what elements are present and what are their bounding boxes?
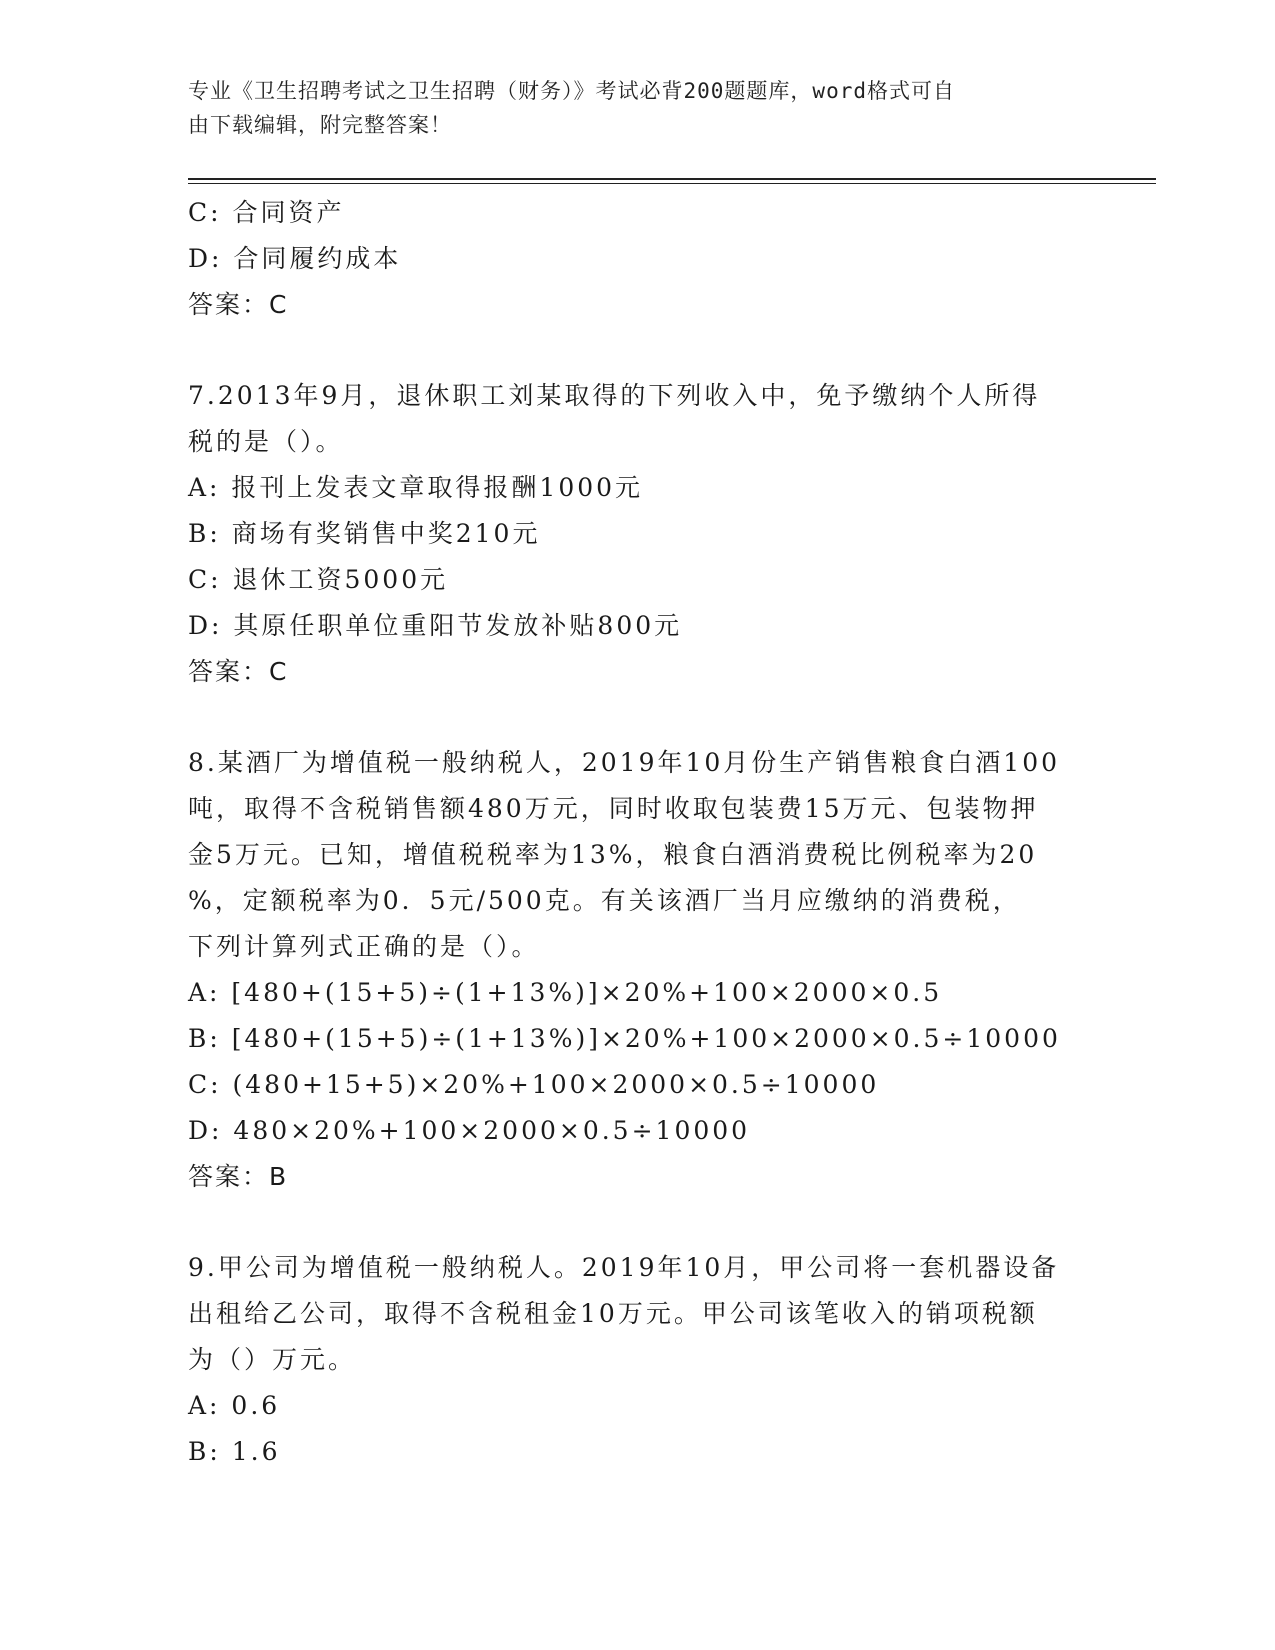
document-header xyxy=(188,74,1068,142)
question-stem-line: 为（）万元。 xyxy=(188,1345,357,1374)
option-a: A: 报刊上发表文章取得报酬1000元 xyxy=(188,473,644,502)
answer-line: 答案：B xyxy=(188,1162,289,1191)
header-line-2: 由下载编辑，附完整答案！ xyxy=(188,113,452,137)
option-c: C: 合同资产 xyxy=(188,198,345,227)
header-rule-thin xyxy=(188,183,1156,184)
option-c: C: (480+15+5)×20%+100×2000×0.5÷10000 xyxy=(188,1070,880,1099)
option-b: B: 商场有奖销售中奖210元 xyxy=(188,519,541,548)
question-stem-line: 金5万元。已知，增值税税率为13%，粮食白酒消费税比例税率为20 xyxy=(188,840,1038,869)
question-stem-line: 7.2013年9月，退休职工刘某取得的下列收入中，免予缴纳个人所得 xyxy=(188,381,1041,410)
answer-line: 答案：C xyxy=(188,290,289,319)
question-stem-line: 8.某酒厂为增值税一般纳税人，2019年10月份生产销售粮食白酒100 xyxy=(188,748,1061,777)
question-6-continued xyxy=(188,190,1088,328)
option-d: D: 合同履约成本 xyxy=(188,244,402,273)
question-stem-line: %，定额税率为0．5元/500克。有关该酒厂当月应缴纳的消费税， xyxy=(188,886,1021,915)
question-stem-line: 9.甲公司为增值税一般纳税人。2019年10月，甲公司将一套机器设备 xyxy=(188,1253,1060,1282)
question-8 xyxy=(188,740,1088,1200)
question-content xyxy=(188,190,1088,1475)
option-d: D: 其原任职单位重阳节发放补贴800元 xyxy=(188,611,683,640)
question-stem-line: 出租给乙公司，取得不含税租金10万元。甲公司该笔收入的销项税额 xyxy=(188,1299,1038,1328)
header-line-1: 专业《卫生招聘考试之卫生招聘（财务）》考试必背200题题库，word格式可自 xyxy=(188,79,955,103)
option-a: A: [480+(15+5)÷(1+13%)]×20%+100×2000×0.5 xyxy=(188,978,943,1007)
question-7 xyxy=(188,373,1088,695)
option-d: D: 480×20%+100×2000×0.5÷10000 xyxy=(188,1116,751,1145)
question-stem-line: 下列计算列式正确的是（）。 xyxy=(188,932,540,961)
answer-line: 答案：C xyxy=(188,657,289,686)
header-rule-thick xyxy=(188,178,1156,180)
option-a: A: 0.6 xyxy=(188,1391,281,1420)
option-c: C: 退休工资5000元 xyxy=(188,565,449,594)
question-stem-line: 吨，取得不含税销售额480万元，同时收取包装费15万元、包装物押 xyxy=(188,794,1039,823)
option-b: B: 1.6 xyxy=(188,1437,281,1466)
option-b: B: [480+(15+5)÷(1+13%)]×20%+100×2000×0.5÷10000 xyxy=(188,1024,1061,1053)
question-9 xyxy=(188,1245,1088,1475)
question-stem-line: 税的是（）。 xyxy=(188,427,344,456)
